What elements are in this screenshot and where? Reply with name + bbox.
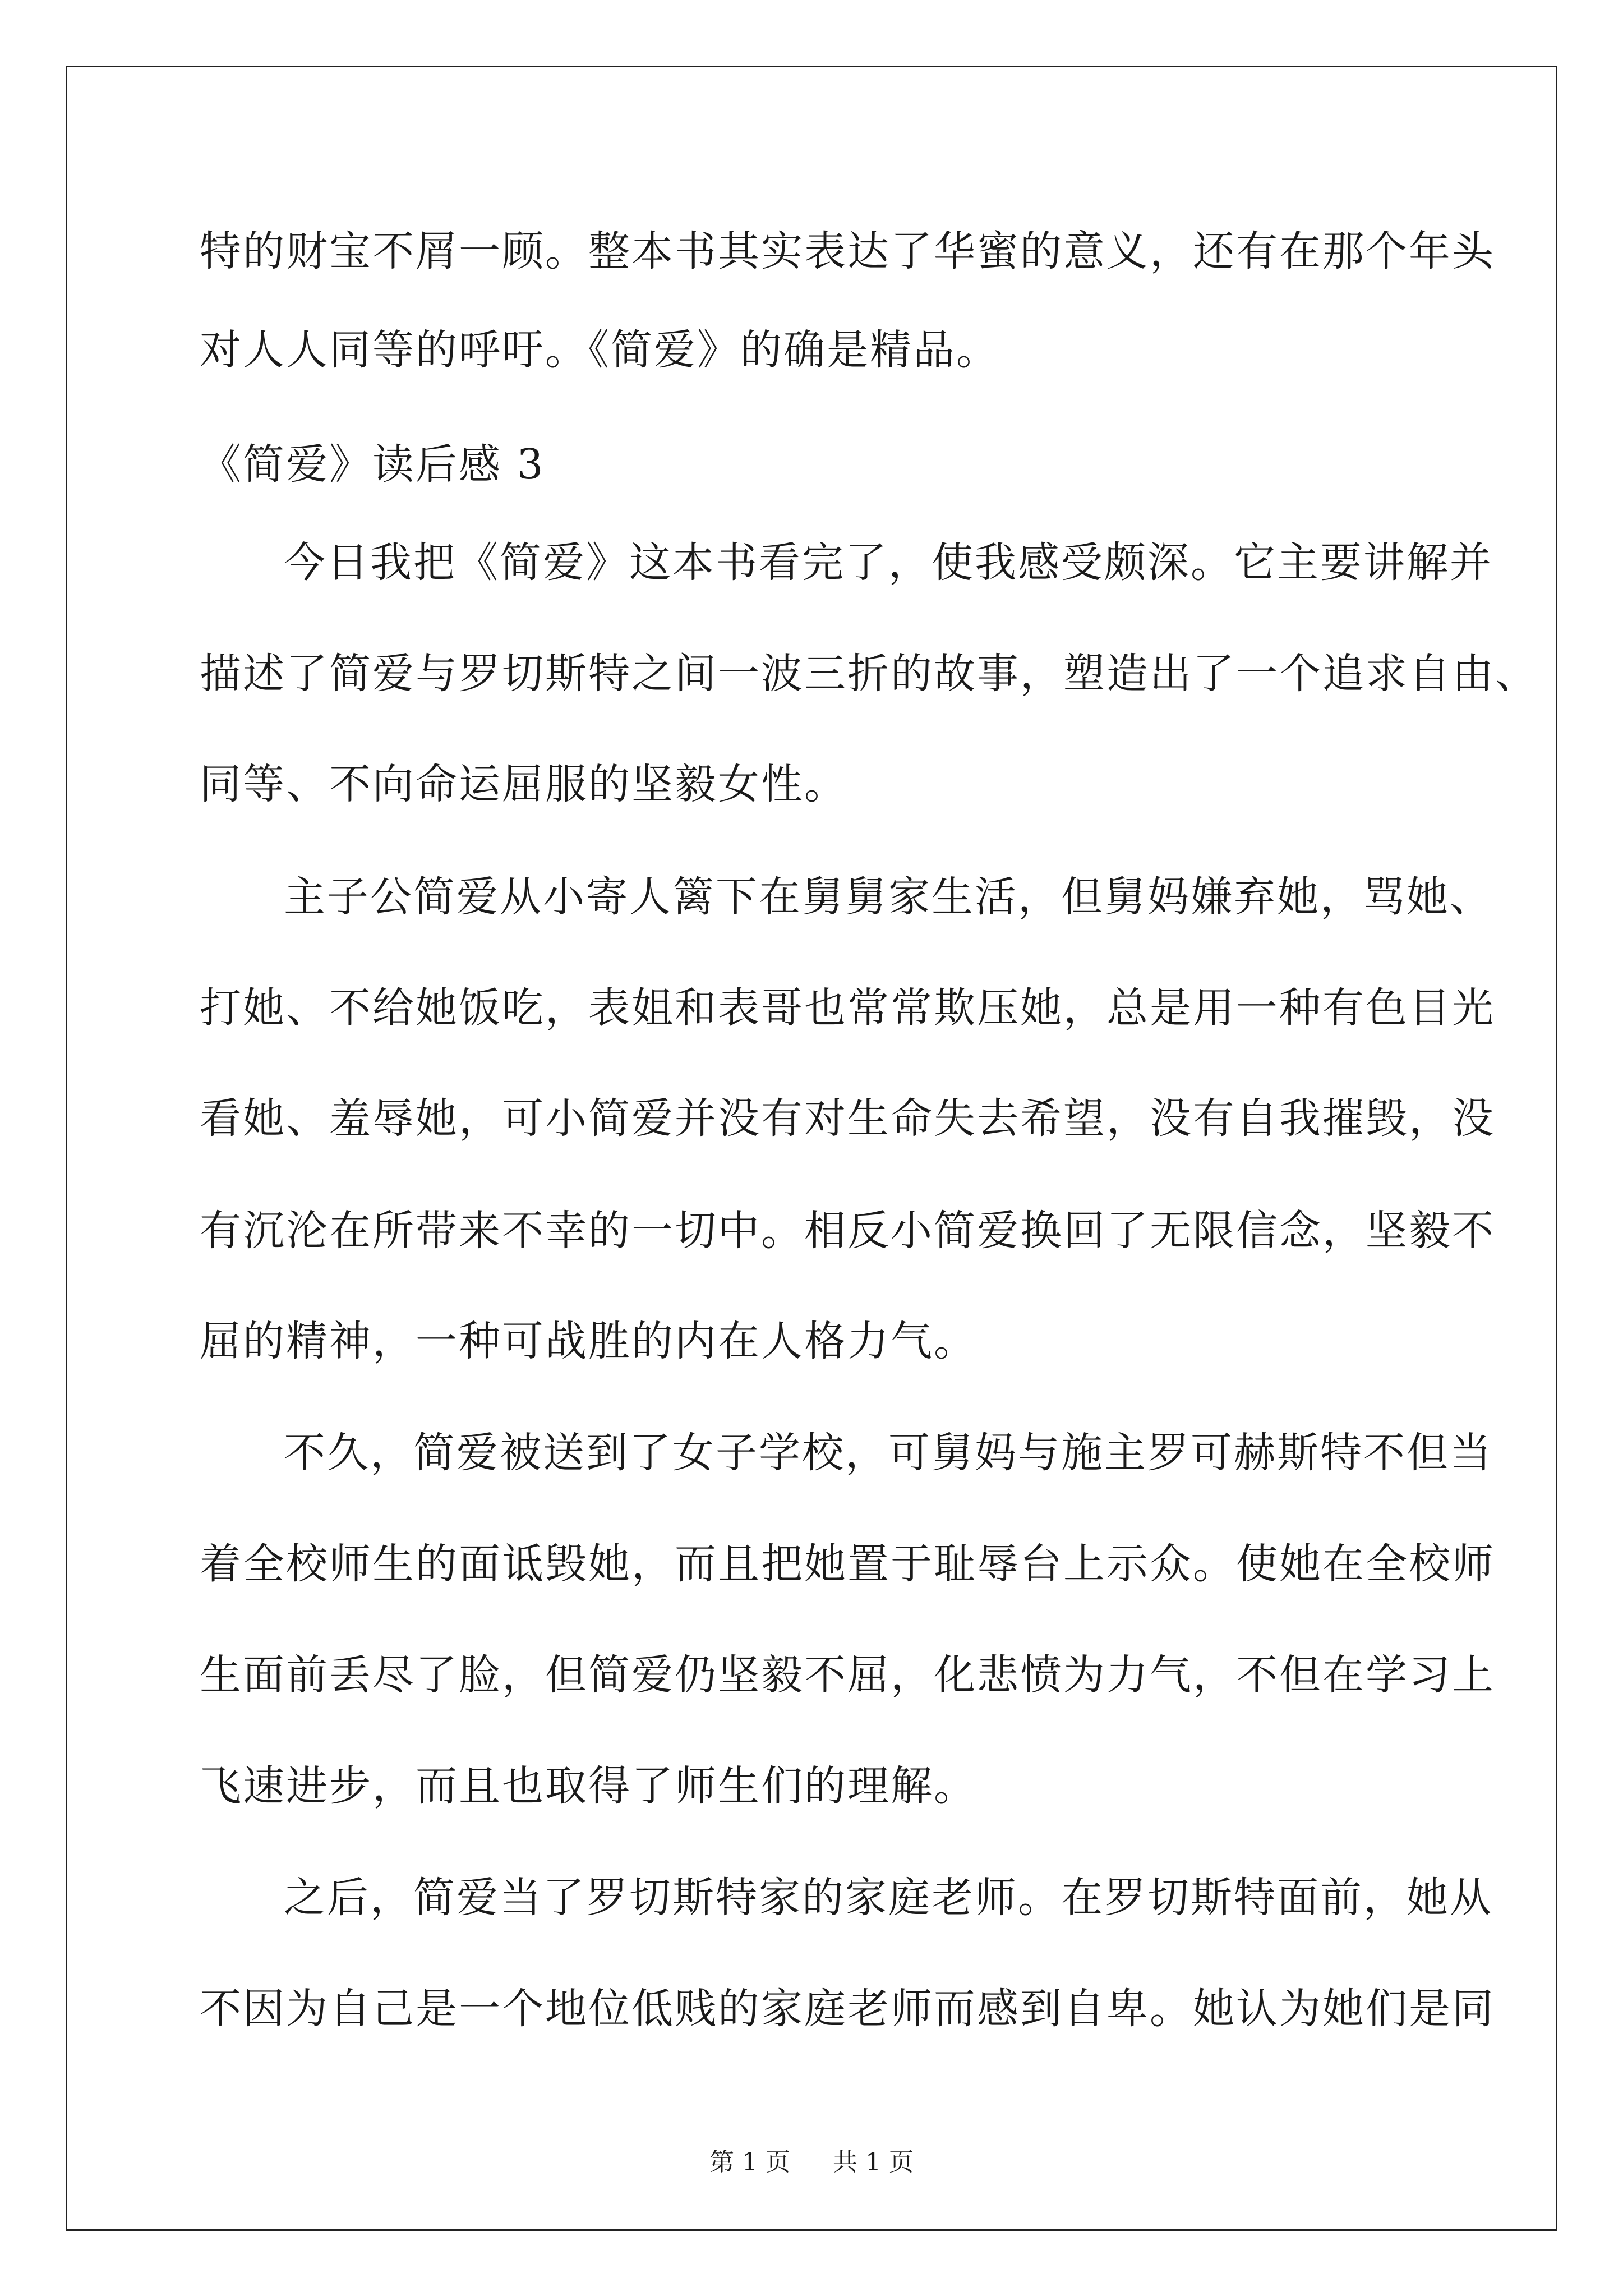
text-line: 生面前丢尽了脸，但简爱仍坚毅不屈，化悲愤为力气，不但在学习上 xyxy=(200,1651,1495,1699)
page-total: 共 1 页 xyxy=(833,2148,914,2177)
text-line: 同等、不向命运屈服的坚毅女性。 xyxy=(200,760,847,808)
section-heading: 《简爱》读后感 3 xyxy=(200,440,545,489)
text-line: 飞速进步，而且也取得了师生们的理解。 xyxy=(200,1762,977,1810)
text-line: 着全校师生的面诋毁她，而且把她置于耻辱台上示众。使她在全校师 xyxy=(200,1540,1495,1588)
text-line: 有沉沦在所带来不幸的一切中。相反小简爱换回了无限信念，坚毅不 xyxy=(200,1207,1495,1255)
text-line: 主子公简爱从小寄人篱下在舅舅家生活，但舅妈嫌弃她，骂她、 xyxy=(284,873,1493,921)
text-line: 之后，简爱当了罗切斯特家的家庭老师。在罗切斯特面前，她从 xyxy=(284,1874,1493,1922)
page-number: 第 1 页 xyxy=(709,2148,790,2177)
text-line: 不因为自己是一个地位低贱的家庭老师而感到自卑。她认为她们是同 xyxy=(200,1985,1495,2033)
text-line: 特的财宝不屑一顾。整本书其实表达了华蜜的意义，还有在那个年头 xyxy=(200,227,1495,275)
text-line: 今日我把《简爱》这本书看完了，使我感受颇深。它主要讲解并 xyxy=(284,539,1493,587)
text-line: 看她、羞辱她，可小简爱并没有对生命失去希望，没有自我摧毁，没 xyxy=(200,1094,1495,1143)
text-line: 对人人同等的呼吁。《简爱》的确是精品。 xyxy=(200,326,999,374)
text-line: 不久，简爱被送到了女子学校，可舅妈与施主罗可赫斯特不但当 xyxy=(284,1429,1493,1477)
page-footer xyxy=(0,2146,1623,2179)
text-line: 描述了简爱与罗切斯特之间一波三折的故事，塑造出了一个追求自由、 xyxy=(200,650,1538,698)
text-line: 打她、不给她饭吃，表姐和表哥也常常欺压她，总是用一种有色目光 xyxy=(200,984,1495,1032)
text-line: 屈的精神，一种可战胜的内在人格力气。 xyxy=(200,1317,977,1365)
